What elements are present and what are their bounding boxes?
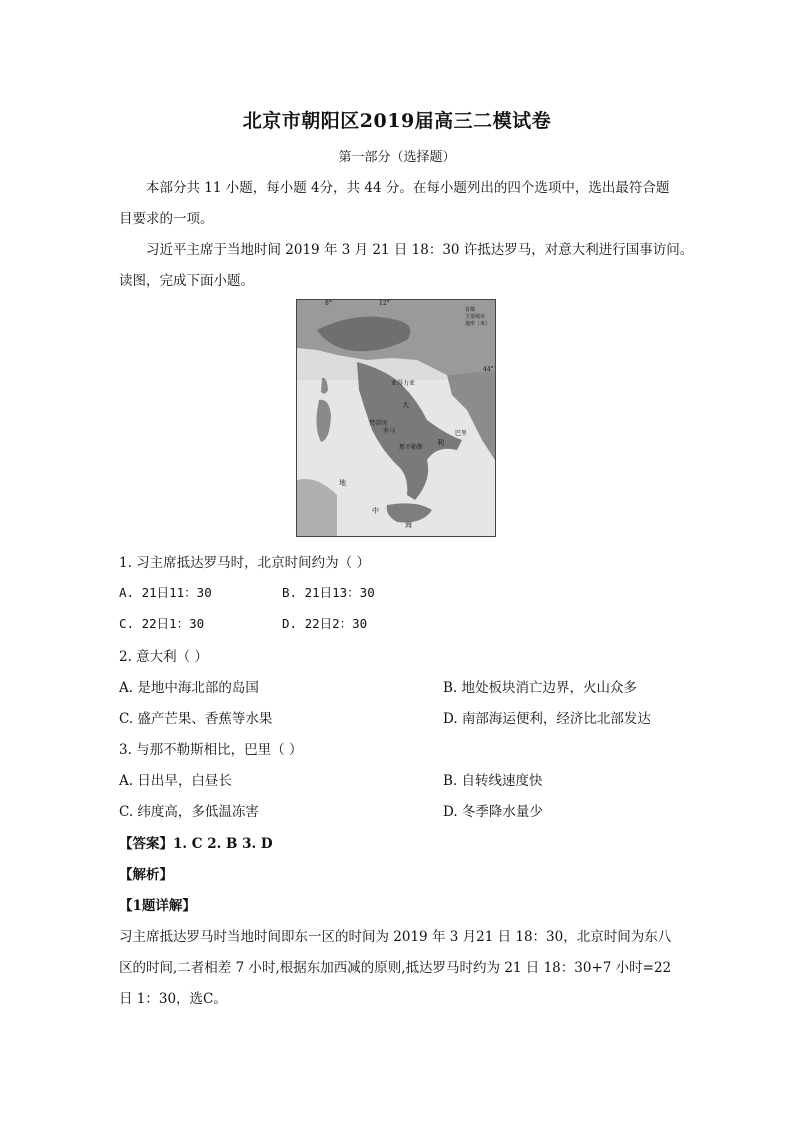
q1-option-d: D. 22日2：30	[282, 616, 368, 631]
label-da: 大	[402, 401, 409, 409]
label-adriatic: 亚得力亚	[391, 380, 416, 387]
label-naples: 那不勒斯	[399, 444, 424, 451]
intro-text: 本部分共 11 小题，每小题 4分，共 44 分。在每小题列出的四个选项中，选出最符合题	[146, 180, 670, 196]
q2-option-d: D. 南部海运便利，经济比北部发达	[443, 711, 651, 727]
q3-option-d: D. 冬季降水量少	[443, 804, 543, 820]
q2-option-c: C. 盛产芒果、香蕉等水果	[119, 711, 273, 727]
q3-option-b: B. 自转线速度快	[443, 773, 543, 789]
label-li: 利	[437, 439, 444, 447]
analysis-heading: 【解析】	[119, 867, 173, 883]
q1-option-c: C. 22日1：30	[119, 616, 205, 631]
context-text-cont: 读图，完成下面小题。	[119, 273, 254, 289]
q3-option-c: C. 纬度高，多低温冻害	[119, 804, 259, 820]
detail-heading: 【1题详解】	[119, 898, 196, 914]
lon-label-8: 8°	[325, 300, 332, 307]
legend-elevation: 地形（米）	[465, 321, 491, 327]
label-di: 地	[339, 479, 346, 487]
q2-option-b: B. 地处板块消亡边界，火山众多	[443, 680, 638, 696]
q2-option-a: A. 是地中海北部的岛国	[119, 680, 259, 696]
section-title: 第一部分（选择题）	[338, 150, 456, 165]
page-title: 北京市朝阳区2019届高三二模试卷	[242, 110, 552, 132]
question-1-stem: 1. 习主席抵达罗马时，北京时间约为（ ）	[119, 555, 370, 571]
label-vatican: 梵蒂冈	[369, 420, 388, 427]
detail-text-3: 日 1：30，选C。	[119, 991, 227, 1007]
question-2-stem: 2. 意大利（ ）	[119, 649, 208, 665]
label-hai: 海	[405, 521, 412, 529]
answer-line: 【答案】1. C 2. B 3. D	[119, 836, 273, 852]
detail-text-1: 习主席抵达罗马时当地时间即东一区的时间为 2019 年 3 月21 日 18：30，北京时间为东八	[119, 929, 672, 945]
legend-city: 主要城市	[465, 314, 486, 320]
lon-label-12: 12°	[379, 300, 390, 307]
label-zhong: 中	[372, 507, 379, 515]
detail-text-2: 区的时间,二者相差 7 小时,根据东加西减的原则,抵达罗马时约为 21 日 18：30+7 小时=22	[119, 960, 672, 976]
italy-map-figure	[296, 299, 496, 537]
intro-text-cont: 目要求的一项。	[119, 211, 214, 227]
context-text: 习近平主席于当地时间 2019 年 3 月 21 日 18：30 许抵达罗马，对意大利进行国事访问。	[146, 242, 694, 258]
q1-option-a: A. 21日11：30	[119, 585, 212, 600]
q1-option-b: B. 21日13：30	[282, 585, 375, 600]
q3-option-a: A. 日出早，白昼长	[119, 773, 232, 789]
italy-map-svg	[297, 300, 495, 536]
question-3-stem: 3. 与那不勒斯相比，巴里（ ）	[119, 742, 303, 758]
legend-capital: 首都	[465, 307, 476, 313]
label-bari: 巴里	[455, 430, 468, 437]
label-rome: 罗马	[383, 428, 396, 435]
lat-label-44: 44°	[483, 366, 494, 373]
